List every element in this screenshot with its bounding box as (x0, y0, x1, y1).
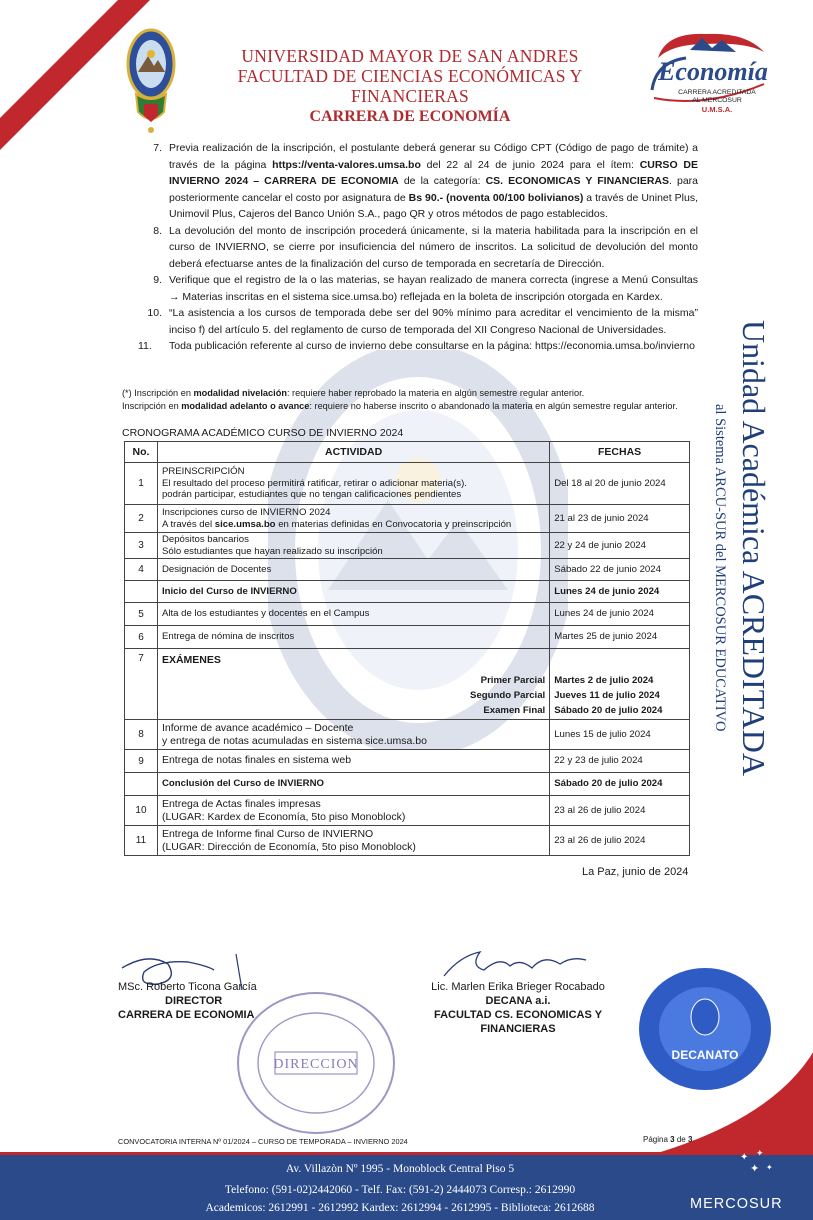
activity-line: Entrega de Actas finales impresas (161, 797, 321, 810)
row-no: 3 (125, 533, 158, 559)
schedule-table (124, 441, 690, 856)
table-row (125, 750, 690, 773)
item-8 (138, 223, 698, 273)
row-no: 5 (125, 603, 158, 626)
page-total: 3 (687, 1135, 693, 1144)
header-no: No. (125, 442, 158, 463)
corner-decoration-white (0, 0, 118, 118)
footer-address: Av. Villazòn Nº 1995 - Monoblock Central Piso 5 (285, 1163, 515, 1175)
row-date: Lunes 24 de junio 2024 (550, 581, 690, 603)
table-row-exams (125, 649, 690, 720)
note-text: : requiere haber reprobado la materia en algún semestre regular anterior. (286, 388, 585, 398)
row-date: 23 al 26 de julio 2024 (550, 826, 690, 856)
numbered-items (138, 140, 698, 355)
item-number: 10. (147, 307, 162, 319)
table-header-row (125, 442, 690, 463)
note-text: : requiere no haberse inscrito o abandonado la materia en algún semestre regular anterior. (309, 401, 678, 411)
signer-name: MSc. Roberto Ticona García (118, 981, 257, 993)
accreditation-subtitle: al Sistema ARCU-SUR del MERCOSUR EDUCATIVO (712, 404, 728, 732)
exam-label: Segundo Parcial (470, 689, 546, 701)
row-activity: Conclusión del Curso de INVIERNO (157, 773, 549, 796)
row-no: 4 (125, 559, 158, 581)
note-nivelacion (122, 387, 702, 400)
row-date: 22 y 24 de junio 2024 (550, 533, 690, 559)
table-row (125, 720, 690, 750)
item-7 (138, 140, 698, 223)
row-date: Sábado 22 de junio 2024 (550, 559, 690, 581)
item-text: Previa realización de la inscripción, el postulante deberá generar su Código CPT (Código de pago de trámite) a través de la página (169, 142, 698, 171)
note-bold: modalidad adelanto o avance (181, 401, 310, 411)
activity-line: (LUGAR: Kardex de Economía, 5to piso Monoblock) (161, 810, 406, 823)
footer-extensions: Academicos: 2612991 - 2612992 Kardex: 2612994 - 2612995 - Biblioteca: 2612688 (205, 1202, 595, 1214)
activity-line: Entrega de Informe final Curso de INVIERNO (161, 827, 374, 840)
item-10 (138, 305, 698, 338)
footer-phones: Telefono: (591-02)2442060 - Telf. Fax: (591-2) 2444073 Corresp.: 2612990 (224, 1184, 576, 1196)
exam-label: Examen Final (483, 704, 546, 716)
table-row (125, 826, 690, 856)
header-fechas: FECHAS (550, 442, 690, 463)
note-text: (*) Inscripción en (122, 388, 194, 398)
item-text: . para posteriormente cancelar el costo por asignatura de (169, 175, 699, 204)
accreditation-sidebar (706, 320, 776, 880)
activity-bold: sice.umsa.bo (214, 518, 276, 530)
signer-role: DECANA a.i. (485, 995, 551, 1007)
direccion-stamp-icon (233, 988, 399, 1138)
item-text: de la categoría: (398, 175, 486, 187)
row-date: 21 al 23 de junio 2024 (550, 505, 690, 533)
item-11 (138, 338, 698, 355)
row-date (550, 649, 690, 720)
table-row (125, 603, 690, 626)
signer-decana (400, 980, 636, 1036)
svg-text:DIRECCION: DIRECCION (273, 1057, 359, 1072)
signer-name: Lic. Marlen Erika Brieger Rocabado (431, 981, 605, 993)
signer-unit: CARRERA DE ECONOMIA (118, 1009, 255, 1021)
row-no (125, 581, 158, 603)
item-bold: CURSO DE INVIERNO 2024 – CARRERA DE ECONOMIA (169, 158, 698, 187)
row-date: Del 18 al 20 de junio 2024 (550, 463, 690, 505)
note-text: Inscripción en (122, 401, 182, 411)
activity-line: podrán participar, estudiantes que no tengan calificaciones pendientes (161, 489, 462, 501)
svg-text:✦: ✦ (756, 1148, 764, 1158)
row-no (125, 773, 158, 796)
mercosur-label: MERCOSUR (690, 1196, 783, 1212)
row-activity (157, 505, 549, 533)
footer-curve-decoration (640, 1040, 813, 1160)
row-activity (157, 796, 549, 826)
row-activity: Entrega de notas finales en sistema web (157, 750, 549, 773)
activity-line: Sólo estudiantes que hayan realizado su inscripción (161, 545, 383, 557)
item-bold: CS. ECONOMICAS Y FINANCIERAS (485, 175, 669, 187)
southern-cross-icon (720, 1148, 780, 1188)
logo-sub1: CARRERA ACREDITADA (678, 89, 756, 96)
umsa-crest-icon (126, 28, 176, 134)
row-date: 22 y 23 de julio 2024 (550, 750, 690, 773)
row-no: 9 (125, 750, 158, 773)
row-no: 10 (125, 796, 158, 826)
item-number: 9. (153, 274, 162, 286)
activity-line: Depósitos bancarios (161, 534, 249, 545)
item-text: La devolución del monto de inscripción procederá únicamente, si la materia habilitada para la inscripción en el curso de INVIERNO, se cierre por insuficiencia del número de inscritos. La solicitud de devolución del monto deberá efectuarse antes de la finalización del curso de temporada en secretaría de Dirección. (169, 224, 698, 270)
row-activity: Designación de Docentes (157, 559, 549, 581)
logo-sub3: U.M.S.A. (701, 105, 733, 114)
item-text: a través de Uninet Plus, Unimovil Plus, Cajeros del Banco Unión S.A., pago QR y otros métodos de pago establecidos. (169, 191, 698, 220)
table-row (125, 626, 690, 649)
item-text: “La asistencia a los cursos de temporada debe ser del 90% mínimo para acreditar el vencimiento de la misma” inciso f) del artículo 5. del reglamento de curso de temporada del XII Congreso Nacional de Universidades. (169, 307, 698, 336)
item-link[interactable]: https://venta-valores.umsa.bo (272, 158, 421, 171)
header (180, 46, 640, 128)
item-text: del 22 al 24 de junio 2024 para el ítem: (420, 158, 640, 171)
logo-title: Economía (658, 57, 768, 86)
table-row (125, 796, 690, 826)
item-number: 11. (138, 340, 152, 352)
exam-date: Jueves 11 de julio 2024 (554, 690, 660, 701)
schedule-title: CRONOGRAMA ACADÉMICO CURSO DE INVIERNO 2024 (122, 427, 404, 439)
activity-text: en materias definidas en Convocatoria y preinscripción (275, 518, 512, 530)
item-9 (138, 272, 698, 305)
table-row (125, 505, 690, 533)
economia-logo (646, 28, 774, 120)
table-row (125, 533, 690, 559)
table-row (125, 463, 690, 505)
activity-line: Informe de avance académico – Docente (161, 721, 354, 734)
note-bold: modalidad nivelación (193, 388, 287, 398)
activity-line: y entrega de notas acumuladas en sistema sice.umsa.bo (161, 734, 427, 747)
university-name: UNIVERSIDAD MAYOR DE SAN ANDRES (241, 46, 579, 66)
page-label: Página (643, 1135, 671, 1144)
row-no: 1 (125, 463, 158, 505)
row-date: Martes 25 de junio 2024 (550, 626, 690, 649)
faculty-name: FACULTAD DE CIENCIAS ECONÓMICAS Y FINANCIERAS (237, 66, 583, 106)
svg-text:✦: ✦ (750, 1163, 760, 1175)
activity-line: Inscripciones curso de INVIERNO 2024 (161, 507, 331, 518)
page-label: de (674, 1135, 688, 1144)
accreditation-title: Unidad Académica ACREDITADA (736, 320, 772, 776)
row-activity (157, 720, 549, 750)
activity-line: El resultado del proceso permitirá ratificar, retirar o adicionar materia(s). (161, 477, 467, 489)
svg-text:✦: ✦ (766, 1163, 773, 1172)
item-number: 7. (153, 142, 162, 154)
place-date: La Paz, junio de 2024 (582, 866, 689, 878)
modality-notes (122, 387, 702, 413)
table-row-milestone (125, 773, 690, 796)
row-activity (157, 533, 549, 559)
table-row-milestone (125, 581, 690, 603)
svg-text:DECANATO: DECANATO (671, 1048, 739, 1062)
row-no: 2 (125, 505, 158, 533)
exam-date: Martes 2 de julio 2024 (554, 675, 654, 686)
exams-title: EXÁMENES (161, 654, 221, 666)
logo-sub2: AL MERCOSUR (692, 97, 742, 104)
row-date: Sábado 20 de julio 2024 (550, 773, 690, 796)
row-activity (157, 826, 549, 856)
row-activity (157, 649, 549, 720)
svg-text:✦: ✦ (740, 1152, 749, 1163)
note-adelanto (122, 400, 702, 413)
page-number: 3 (670, 1135, 675, 1144)
item-text: Verifique que el registro de la o las materias, se hayan realizado de manera correcta (ingrese a Menú Consultas → Materias inscritas en el sistema sice.umsa.bo) reflejada en la boleta de inscripción otorgada en Kardex. (169, 274, 698, 303)
exam-label: Primer Parcial (480, 674, 546, 686)
row-date: Lunes 24 de junio 2024 (550, 603, 690, 626)
activity-text: A través del (161, 518, 215, 530)
activity-line: (LUGAR: Dirección de Economía, 5to piso Monoblock) (161, 840, 416, 853)
row-no: 11 (125, 826, 158, 856)
header-actividad: ACTIVIDAD (157, 442, 549, 463)
exam-date: Sábado 20 de julio 2024 (554, 705, 663, 716)
signer-role: DIRECTOR (165, 995, 223, 1007)
table-row (125, 559, 690, 581)
row-date: 23 al 26 de julio 2024 (550, 796, 690, 826)
signature-decana-icon (440, 946, 590, 982)
activity-line: PREINSCRIPCIÓN (161, 466, 245, 478)
row-date: Lunes 15 de julio 2024 (550, 720, 690, 750)
signer-unit: FACULTAD CS. ECONOMICAS Y FINANCIERAS (433, 1009, 603, 1035)
activity-line (162, 519, 545, 531)
row-no: 8 (125, 720, 158, 750)
row-no: 7 (125, 649, 158, 720)
item-bold: Bs 90.- (noventa 00/100 bolivianos) (408, 191, 584, 204)
footer-reference: CONVOCATORIA INTERNA Nº 01/2024 – CURSO DE TEMPORADA – INVIERNO 2024 (118, 1137, 408, 1146)
row-activity: Alta de los estudiantes y docentes en el Campus (157, 603, 549, 626)
row-no: 6 (125, 626, 158, 649)
row-activity: Inicio del Curso de INVIERNO (157, 581, 549, 603)
row-activity: Entrega de nómina de inscritos (157, 626, 549, 649)
career-name: CARRERA DE ECONOMÍA (309, 108, 511, 125)
item-text: Toda publicación referente al curso de invierno debe consultarse en la página: https://economia.umsa.bo/invierno (169, 340, 695, 352)
row-activity (157, 463, 549, 505)
item-number: 8. (153, 224, 162, 237)
